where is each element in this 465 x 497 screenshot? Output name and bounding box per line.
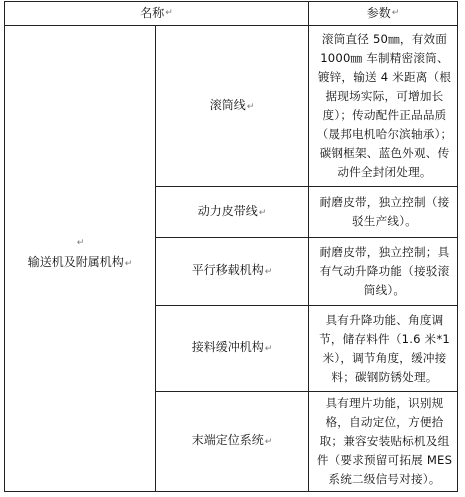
row-name-cell	[156, 306, 308, 391]
row-params: 具有理片功能，识别规格，自动定位，方便拾取；兼容安装贴标机及组件（要求预留可拓展 MES 系统二级信号对接）。	[316, 396, 453, 486]
row-name: 滚筒线↵	[209, 97, 255, 112]
row-name-cell	[156, 238, 308, 305]
row-params-cell	[309, 187, 457, 237]
group-cell	[5, 26, 155, 491]
row-name-cell	[156, 26, 308, 186]
row-params: 耐磨皮带，独立控制；具有气动升降功能（接驳滚筒线）。	[319, 245, 450, 297]
row-name: 动力皮带线↵	[197, 203, 267, 218]
row-name: 末端定位系统↵	[191, 433, 273, 447]
header-name	[5, 2, 308, 25]
paragraph-mark: ↵	[165, 8, 173, 18]
row-params: 具有升降功能、角度调节，储存料件（1.6 米*1 米），调节角度，缓冲接料；碳钢防锈处理。	[319, 312, 450, 384]
parameter-table	[4, 1, 458, 492]
header-params-label: 参数	[366, 6, 391, 20]
row-params: 滚筒直径 50㎜，有效面 1000㎜ 车制精密滚筒、镀锌，输送 4 米距离（根据现场实际，可增加长度）；传动配件正品品质（晟邦电机哈尔滨轴承）；碳钢框架、蓝色外观、传动件全封闭处理。	[316, 32, 453, 179]
paragraph-mark: ↵	[391, 8, 400, 18]
row-name-cell	[156, 392, 308, 491]
row-params-cell	[309, 26, 457, 186]
row-params-cell	[309, 238, 457, 305]
header-params	[309, 2, 457, 25]
row-params-cell	[309, 306, 457, 391]
row-name-cell	[156, 187, 308, 237]
paragraph-mark: ↵	[76, 237, 85, 248]
group-label: 输送机及附属机构↵	[27, 254, 133, 269]
header-name-label: 名称	[140, 6, 165, 20]
row-params-cell	[309, 392, 457, 491]
row-params: 耐磨皮带，独立控制（接驳生产线）。	[319, 195, 450, 228]
row-name: 接料缓冲机构↵	[191, 340, 273, 354]
row-name: 平行移载机构↵	[191, 263, 273, 277]
